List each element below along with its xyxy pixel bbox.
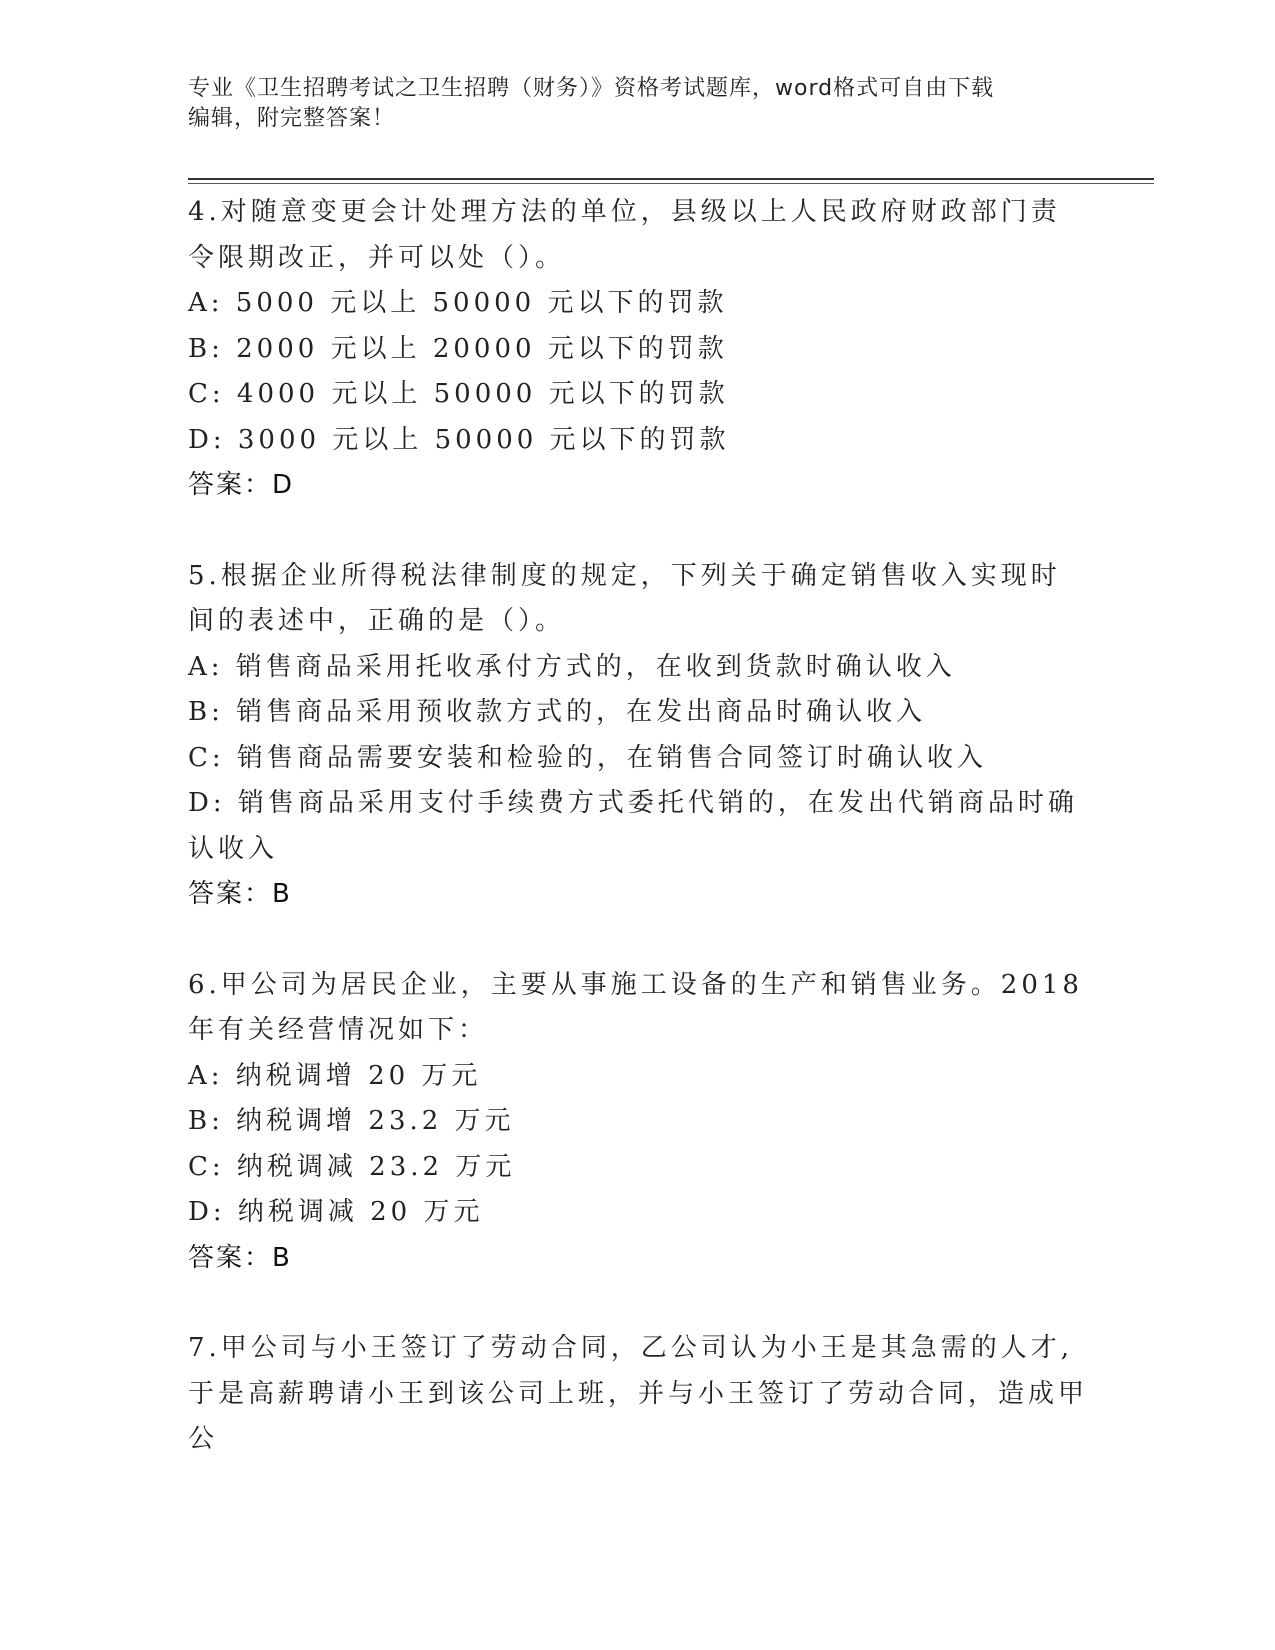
header-line-1: 专业《卫生招聘考试之卫生招聘（财务）》资格考试题库，word格式可自由下载 — [188, 76, 995, 101]
question-stem: 7.甲公司与小王签订了劳动合同，乙公司认为小王是其急需的人才,于是高薪聘请小王到该公司上班，并与小王签订了劳动合同，造成甲公 — [188, 1333, 1089, 1454]
header-line-2: 编辑，附完整答案！ — [188, 106, 396, 131]
header-divider-thick — [188, 178, 1154, 180]
header-divider-thin — [188, 183, 1154, 184]
option-c: C: 销售商品需要安装和检验的，在销售合同签订时确认收入 — [188, 742, 987, 773]
question-stem: 4.对随意变更会计处理方法的单位，县级以上人民政府财政部门责令限期改正，并可以处（）。 — [188, 197, 1061, 273]
option-d: D: 纳税调减 20 万元 — [188, 1197, 484, 1227]
option-b: B: 销售商品采用预收款方式的，在发出商品时确认收入 — [188, 697, 927, 727]
question-list — [188, 190, 1088, 1463]
option-b: B: 纳税调增 23.2 万元 — [188, 1106, 515, 1136]
option-d: D: 销售商品采用支付手续费方式委托代销的，在发出代销商品时确认收入 — [188, 788, 1078, 864]
option-d: D: 3000 元以上 50000 元以下的罚款 — [188, 424, 730, 455]
answer-line: 答案：B — [188, 879, 292, 909]
option-c: C: 4000 元以上 50000 元以下的罚款 — [188, 379, 729, 409]
option-b: B: 2000 元以上 20000 元以下的罚款 — [188, 333, 728, 364]
option-a: A: 销售商品采用托收承付方式的，在收到货款时确认收入 — [188, 651, 956, 682]
option-c: C: 纳税调减 23.2 万元 — [188, 1151, 516, 1182]
option-a: A: 纳税调增 20 万元 — [188, 1060, 482, 1091]
answer-line: 答案：D — [188, 470, 295, 500]
question-stem: 6.甲公司为居民企业，主要从事施工设备的生产和销售业务。2018 年有关经营情况如下： — [188, 969, 1083, 1045]
answer-line: 答案：B — [188, 1242, 292, 1273]
question-stem: 5.根据企业所得税法律制度的规定，下列关于确定销售收入实现时间的表述中，正确的是（）。 — [188, 560, 1061, 636]
question-4 — [188, 190, 1088, 509]
document-header — [188, 74, 1068, 134]
question-6 — [188, 963, 1088, 1282]
question-7 — [188, 1326, 1088, 1463]
question-5 — [188, 554, 1088, 918]
option-a: A: 5000 元以上 50000 元以下的罚款 — [188, 288, 728, 318]
